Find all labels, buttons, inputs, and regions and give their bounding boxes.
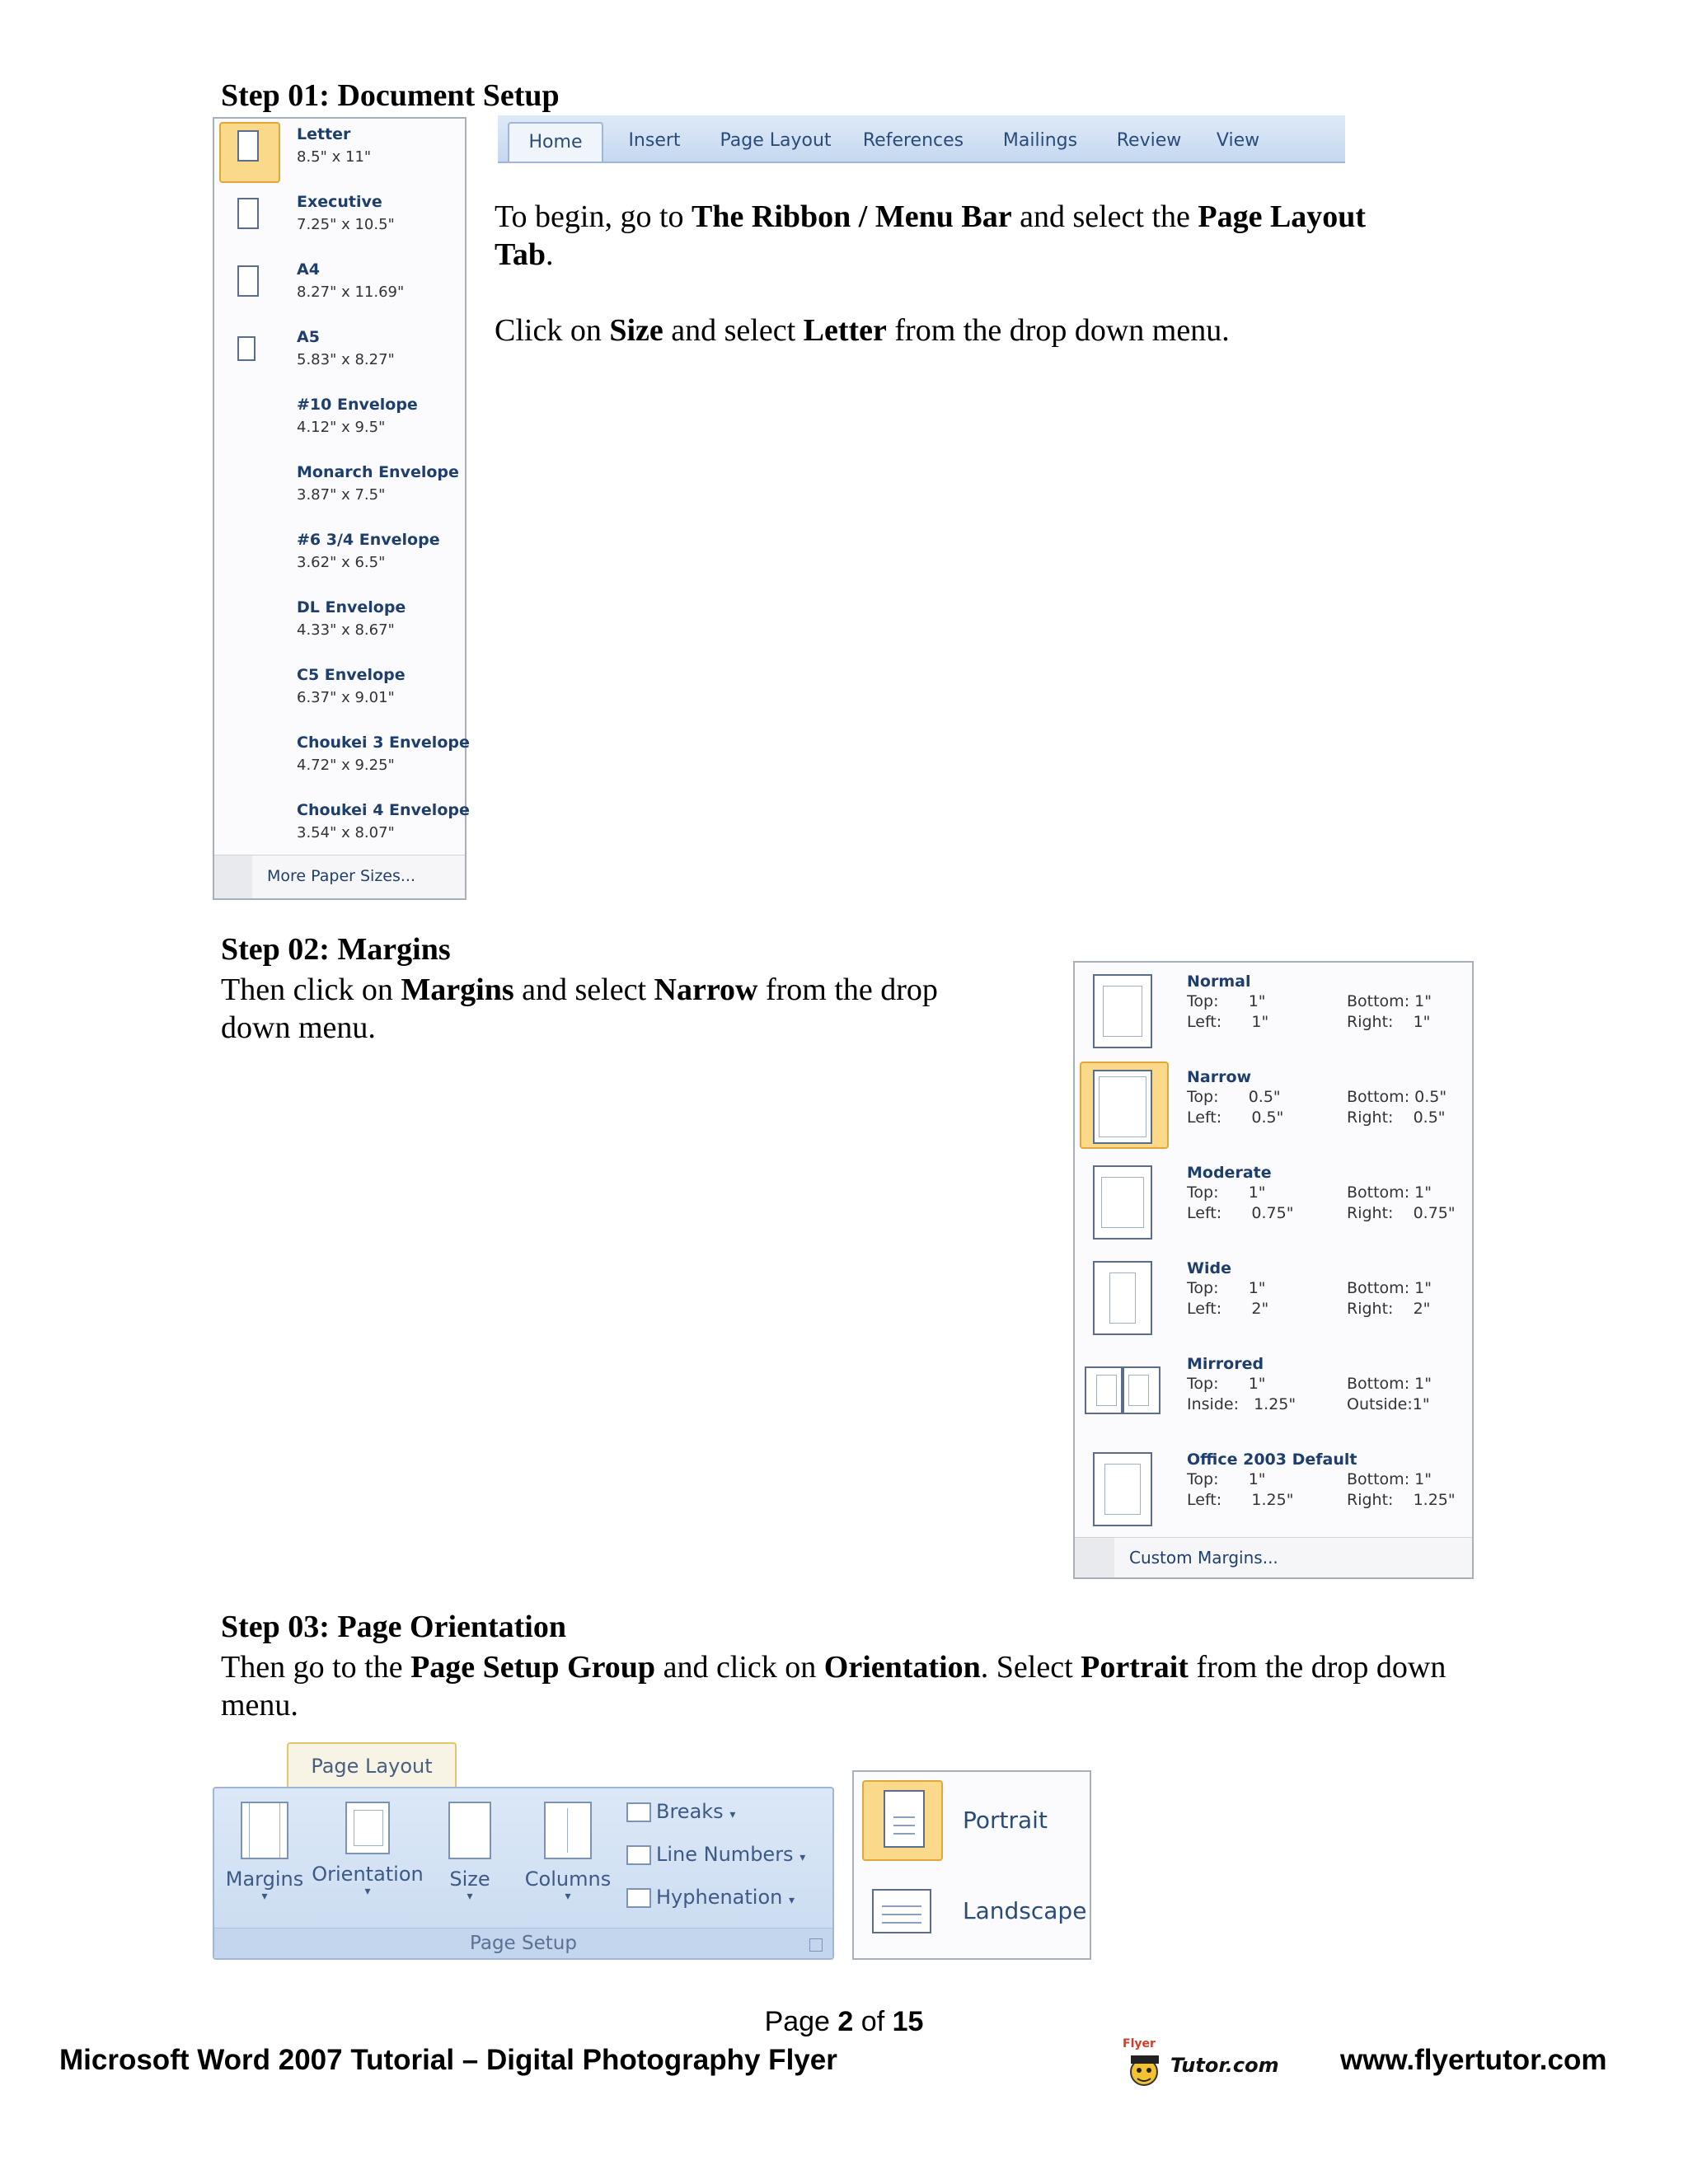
margin-page-icon — [1093, 1070, 1152, 1144]
portrait-option[interactable]: Portrait — [963, 1807, 1048, 1834]
margin-name: Wide — [1187, 1259, 1231, 1277]
size-dim: 3.87" x 7.5" — [297, 486, 386, 504]
logo-text: Tutor.com — [1170, 2054, 1279, 2077]
page-current: 2 — [837, 2006, 854, 2037]
bold-text: Margins — [401, 972, 514, 1007]
text: from the drop down menu. — [886, 313, 1230, 348]
custom-margins[interactable] — [1075, 1537, 1472, 1577]
margin-left: Left: 1" — [1187, 1013, 1269, 1031]
size-icon — [448, 1802, 491, 1859]
step1-paragraph-2 — [495, 312, 1467, 349]
margin-item-office-2003[interactable] — [1075, 1441, 1472, 1536]
margin-page-icon — [1093, 1452, 1152, 1526]
hyphenation-label: Hyphenation — [656, 1886, 783, 1909]
page-prefix: Page — [764, 2006, 838, 2037]
margin-top: Top: 1" — [1187, 1183, 1266, 1202]
text: To begin, go to — [495, 199, 692, 234]
margin-page-icon — [1093, 1165, 1152, 1240]
bold-text: Orientation — [823, 1650, 981, 1685]
size-dim: 6.37" x 9.01" — [297, 689, 395, 706]
margin-top: Top: 1" — [1187, 1279, 1266, 1297]
margin-page-icon — [1093, 1261, 1152, 1335]
margins-dropdown[interactable] — [1073, 961, 1474, 1579]
margin-right: Right: 1.25" — [1347, 1491, 1456, 1509]
size-name: A5 — [297, 328, 320, 346]
size-dim: 3.54" x 8.07" — [297, 824, 395, 841]
more-paper-sizes[interactable] — [214, 855, 465, 898]
size-dim: 8.5" x 11" — [297, 148, 372, 166]
margin-right: Right: 1" — [1347, 1013, 1431, 1031]
menu-strip — [214, 855, 252, 898]
dropdown-arrow-icon: ▾ — [729, 1808, 736, 1821]
custom-margins-label: Custom Margins... — [1129, 1548, 1278, 1568]
text: . — [546, 237, 554, 272]
step3-heading: Step 03: Page Orientation — [221, 1610, 567, 1644]
text: Click on — [495, 313, 610, 348]
text: . Select — [980, 1650, 1081, 1685]
portrait-icon — [884, 1790, 925, 1848]
margin-name: Normal — [1187, 972, 1251, 991]
page-setup-group — [213, 1787, 834, 1960]
size-dim: 4.12" x 9.5" — [297, 419, 386, 436]
hyphenation-button[interactable] — [626, 1886, 795, 1909]
dropdown-arrow-icon: ▾ — [799, 1851, 806, 1864]
tab-page-layout-active[interactable]: Page Layout — [287, 1742, 457, 1790]
orientation-dropdown[interactable] — [852, 1770, 1091, 1960]
tab-review[interactable]: Review — [1116, 130, 1182, 151]
text: and click on — [655, 1650, 824, 1685]
dropdown-arrow-icon: ▾ — [261, 1890, 268, 1903]
margin-name: Narrow — [1187, 1068, 1252, 1086]
line-numbers-icon — [626, 1845, 651, 1865]
margin-top: Top: 1" — [1187, 992, 1266, 1010]
orientation-label: Orientation — [312, 1863, 424, 1886]
text: and select — [663, 313, 804, 348]
margin-inside: Inside: 1.25" — [1187, 1395, 1296, 1413]
bold-text: Tab — [495, 237, 546, 272]
size-name: Executive — [297, 193, 382, 211]
margin-bottom: Bottom: 0.5" — [1347, 1088, 1447, 1106]
text: from the drop down menu. — [221, 1650, 1447, 1722]
bold-text: Narrow — [654, 972, 758, 1007]
text: and select the — [1011, 199, 1198, 234]
size-name: Monarch Envelope — [297, 463, 459, 481]
size-item-choukei-4[interactable] — [214, 794, 470, 862]
dialog-launcher-icon[interactable] — [809, 1938, 823, 1952]
margin-outside: Outside:1" — [1347, 1395, 1430, 1413]
size-dim: 3.62" x 6.5" — [297, 554, 386, 571]
margin-item-wide[interactable] — [1075, 1249, 1472, 1345]
line-numbers-label: Line Numbers — [656, 1843, 794, 1866]
page-total: 15 — [892, 2006, 924, 2037]
flyertutor-logo — [1119, 2037, 1292, 2090]
dropdown-arrow-icon: ▾ — [364, 1885, 371, 1898]
margin-item-mirrored[interactable] — [1075, 1345, 1472, 1441]
margins-icon — [241, 1802, 288, 1859]
page-icon — [237, 130, 259, 162]
columns-button[interactable] — [523, 1802, 613, 1902]
margins-label: Margins — [225, 1868, 304, 1891]
page-icon — [237, 336, 256, 361]
landscape-icon — [872, 1889, 931, 1933]
step2-paragraph — [221, 971, 1012, 1047]
size-item-a4[interactable] — [214, 254, 465, 321]
footer-url[interactable]: www.flyertutor.com — [1340, 2044, 1607, 2076]
size-dim: 4.72" x 9.25" — [297, 757, 395, 774]
breaks-icon — [626, 1802, 651, 1822]
margin-top: Top: 1" — [1187, 1470, 1266, 1488]
margin-left: Left: 0.5" — [1187, 1108, 1284, 1127]
size-item-c5-envelope[interactable] — [214, 659, 465, 727]
bold-text: Page Layout — [1198, 199, 1367, 234]
tab-view[interactable]: View — [1216, 130, 1260, 151]
breaks-label: Breaks — [656, 1800, 724, 1823]
size-item-executive[interactable] — [214, 186, 465, 254]
size-name: DL Envelope — [297, 598, 406, 616]
page-icon — [237, 265, 259, 297]
margin-item-moderate[interactable] — [1075, 1154, 1472, 1249]
tab-insert[interactable]: Insert — [628, 130, 681, 151]
margin-bottom: Bottom: 1" — [1347, 1470, 1432, 1488]
step2-heading: Step 02: Margins — [221, 932, 451, 967]
bold-text: Size — [609, 313, 663, 348]
text: from the drop down menu. — [221, 972, 938, 1045]
columns-icon — [544, 1802, 592, 1859]
margin-right: Right: 2" — [1347, 1300, 1431, 1318]
size-dim: 4.33" x 8.67" — [297, 621, 395, 639]
size-item-6-3-4-envelope[interactable] — [214, 524, 465, 592]
tab-home[interactable]: Home — [508, 122, 603, 162]
page-of: of — [853, 2006, 893, 2037]
ribbon-tab-bar — [498, 115, 1345, 163]
size-item-letter[interactable] — [214, 119, 465, 186]
margins-button[interactable] — [221, 1802, 308, 1902]
margin-page-icon — [1093, 974, 1152, 1048]
margin-left: Left: 0.75" — [1187, 1204, 1294, 1222]
size-item-dl-envelope[interactable] — [214, 592, 465, 659]
margin-right: Right: 0.5" — [1347, 1108, 1446, 1127]
tab-references[interactable]: References — [862, 130, 964, 151]
text: and select — [513, 972, 654, 1007]
dropdown-arrow-icon: ▾ — [467, 1890, 473, 1903]
size-name: Choukei 3 Envelope — [297, 733, 470, 752]
size-item-a5[interactable] — [214, 321, 465, 389]
bold-text: Page Setup Group — [410, 1650, 656, 1685]
size-name: Choukei 4 Envelope — [297, 801, 470, 819]
breaks-button[interactable] — [626, 1800, 735, 1823]
size-name: #6 3/4 Envelope — [297, 531, 440, 549]
margin-page-icon-right — [1123, 1366, 1160, 1414]
size-name: #10 Envelope — [297, 396, 418, 414]
size-item-choukei-3[interactable] — [214, 727, 470, 794]
size-button[interactable] — [437, 1802, 503, 1902]
more-paper-sizes-label: More Paper Sizes... — [267, 867, 416, 885]
text: Then go to the — [221, 1650, 411, 1685]
menu-strip — [1075, 1538, 1114, 1577]
margin-bottom: Bottom: 1" — [1347, 1375, 1432, 1393]
margin-name: Mirrored — [1187, 1355, 1264, 1373]
bold-text: Portrait — [1081, 1650, 1189, 1685]
margin-top: Top: 1" — [1187, 1375, 1266, 1393]
orientation-button[interactable] — [310, 1802, 425, 1897]
margin-bottom: Bottom: 1" — [1347, 1279, 1432, 1297]
size-dim: 7.25" x 10.5" — [297, 216, 395, 233]
step3-paragraph — [221, 1648, 1474, 1724]
text: Then click on — [221, 972, 401, 1007]
dropdown-arrow-icon: ▾ — [789, 1894, 795, 1907]
margin-left: Left: 1.25" — [1187, 1491, 1294, 1509]
page-setup-group-label: Page Setup — [214, 1928, 832, 1958]
line-numbers-button[interactable] — [626, 1843, 805, 1866]
size-name: C5 Envelope — [297, 666, 406, 684]
footer-title: Microsoft Word 2007 Tutorial – Digital Photography Flyer — [59, 2044, 837, 2076]
margin-right: Right: 0.75" — [1347, 1204, 1456, 1222]
margin-name: Office 2003 Default — [1187, 1451, 1357, 1469]
step1-paragraph-1 — [495, 198, 1467, 274]
margin-name: Moderate — [1187, 1164, 1272, 1182]
margin-bottom: Bottom: 1" — [1347, 992, 1432, 1010]
size-dim: 5.83" x 8.27" — [297, 351, 395, 368]
paper-size-dropdown[interactable] — [213, 117, 470, 900]
size-name: A4 — [297, 260, 320, 279]
bold-text: The Ribbon / Menu Bar — [692, 199, 1012, 234]
size-item-10-envelope[interactable] — [214, 389, 465, 457]
margin-left: Left: 2" — [1187, 1300, 1269, 1318]
margin-item-narrow[interactable] — [1075, 1058, 1472, 1154]
margin-item-normal[interactable] — [1075, 963, 1472, 1058]
step1-heading: Step 01: Document Setup — [221, 78, 560, 113]
columns-label: Columns — [524, 1868, 612, 1891]
tab-page-layout[interactable]: Page Layout — [720, 130, 832, 151]
margin-top: Top: 0.5" — [1187, 1088, 1281, 1106]
orientation-icon — [345, 1802, 390, 1854]
size-dim: 8.27" x 11.69" — [297, 284, 405, 301]
tab-mailings[interactable]: Mailings — [1002, 130, 1078, 151]
size-item-monarch-envelope[interactable] — [214, 457, 465, 524]
margin-bottom: Bottom: 1" — [1347, 1183, 1432, 1202]
margin-page-icon-left — [1085, 1366, 1123, 1414]
bold-text: Letter — [803, 313, 887, 348]
size-name: Letter — [297, 125, 351, 143]
page-icon — [237, 198, 259, 229]
page-number — [0, 2006, 1688, 2038]
logo-flyer-text: Flyer — [1123, 2037, 1156, 2050]
dropdown-arrow-icon: ▾ — [565, 1890, 571, 1903]
hyphenation-icon — [626, 1888, 651, 1908]
size-label: Size — [449, 1868, 490, 1891]
landscape-option[interactable]: Landscape — [963, 1897, 1087, 1924]
